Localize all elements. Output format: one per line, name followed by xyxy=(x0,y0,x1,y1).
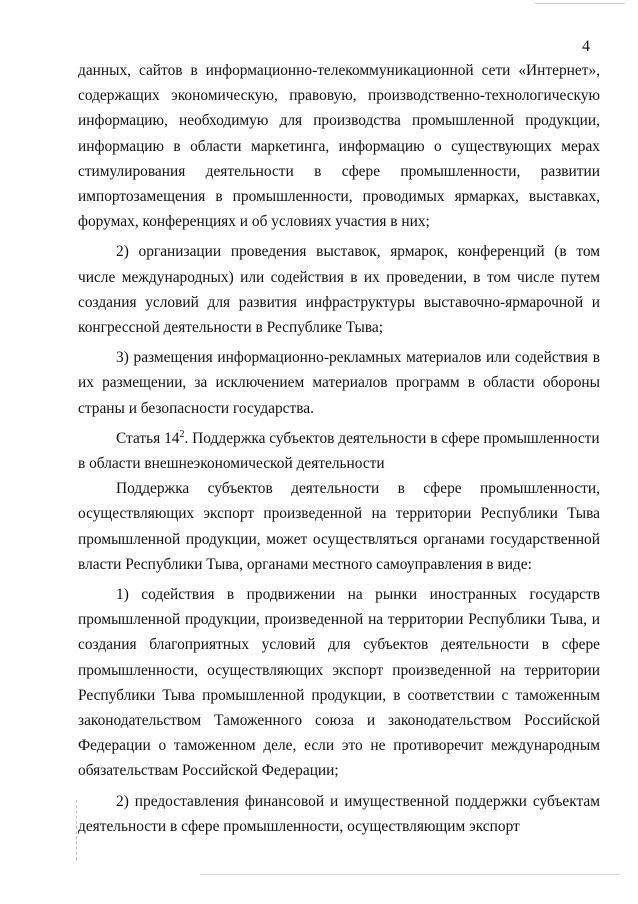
page-number: 4 xyxy=(582,38,590,55)
article-list-item-1: 1) содействия в продвижении на рынки иностранных государств промышленной продукции, произведенной на территории Республики Тыва, и создания благоприятных условий для субъектов деятельности в сфере промышленности, осуществляющих экспорт произведенной на территории Республики Тыва промышленной продукции, в соответствии с таможенным законодательством Таможенного союза и законодательством Российской Федерации о таможенном деле, если это не противоречит международным обязательствам Российской Федерации; xyxy=(78,586,600,780)
list-item-2: 2) организации проведения выставок, ярмарок, конференций (в том числе международных) или содействия в их проведении, в том числе путем создания условий для развития инфраструктуры выставочно-ярмарочной и конгрессной деятельности в Республике Тыва; xyxy=(78,243,600,337)
article-title: . Поддержка субъектов деятельности в сфере промышленности в области внешнеэкономической деятельности xyxy=(78,429,600,473)
scan-edge-line xyxy=(535,3,625,4)
scan-bottom-line xyxy=(200,874,620,875)
article-superscript: 2 xyxy=(179,428,185,440)
paragraph-continuation: данных, сайтов в информационно-телекоммуникационной сети «Интернет», содержащих экономическую, правовую, производственно-технологическую информацию, необходимую для производства промышленной продукции, информацию в области маркетинга, информацию о существующих мерах стимулирования деятельности в сфере промышленности, развитии импортозамещения в промышленности, проводимых ярмарках, выставках, форумах, конференциях и об условиях участия в них; xyxy=(78,62,600,231)
article-intro-paragraph: Поддержка субъектов деятельности в сфере промышленности, осуществляющих экспорт произведенной на территории Республики Тыва промышленной продукции, может осуществляться органами государственной власти Республики Тыва, органами местного самоуправления в виде: xyxy=(78,480,600,573)
article-list-item-2: 2) предоставления финансовой и имущественной поддержки субъектам деятельности в сфере промышленности, осуществляющим экспорт xyxy=(78,792,600,835)
list-item-3: 3) размещения информационно-рекламных материалов или содействия в их размещении, за исключением материалов программ в области обороны страны и безопасности государства. xyxy=(78,349,600,417)
document-body xyxy=(78,58,600,839)
article-number: Статья 14 xyxy=(116,429,180,447)
scan-margin-mark xyxy=(76,800,77,860)
article-heading xyxy=(78,426,600,476)
